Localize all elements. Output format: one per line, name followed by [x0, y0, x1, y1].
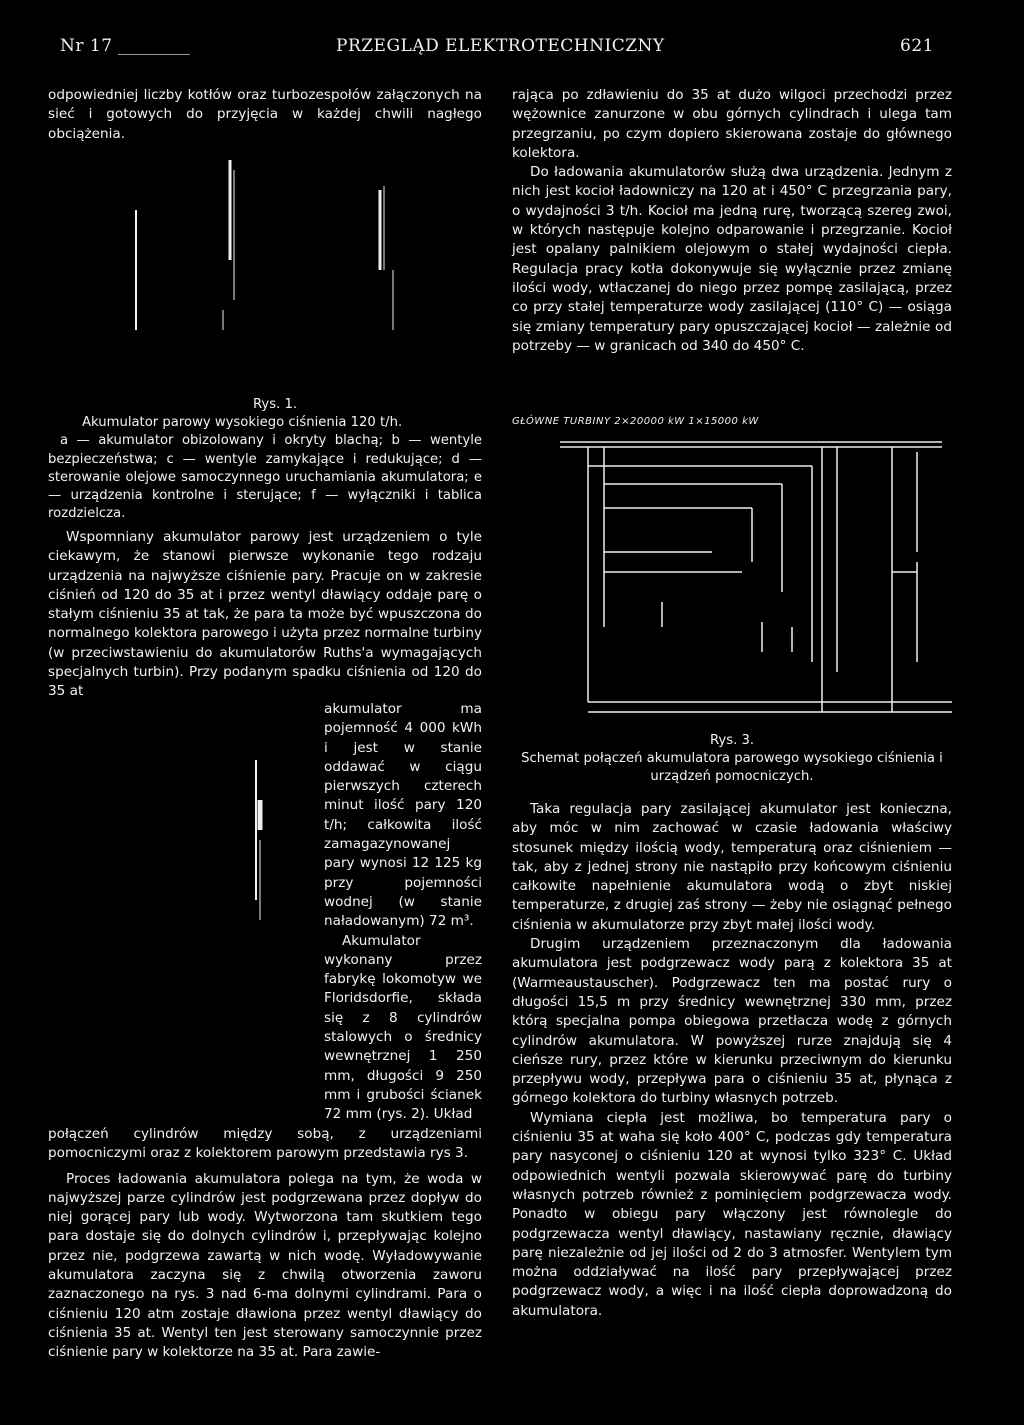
left-bottom-paragraph-1: połączeń cylindrów między sobą, z urządzeniami pomocniczymi oraz z kolektorem parowym przedstawia rys 3.	[48, 1126, 482, 1162]
figure-1-image	[48, 150, 482, 390]
right-bottom-paragraph-1: Taka regulacja pary zasilającej akumulator jest konieczna, aby móc w nim zachować w czasie ładowania właściwy stosunek między ilością wody, temperaturą oraz ciśnieniem — tak, aby z jednej strony nie nastąpiło przy końcowym ciśnieniu całkowite napełnienie akumulatora wodą o zbyt niskiej temperaturze, z drugiej zaś strony — żeby nie osiągnąć pełnego ciśnienia w akumulatorze przy zbyt małej ilości wody.	[512, 801, 952, 933]
right-bottom-paragraph-3: Wymiana ciepła jest możliwa, bo temperatura pary o ciśnieniu 35 at waha się koło 400° C, podczas gdy temperatura pary nasyconej o ciśnieniu 120 at wynosi tylko 323° C. Układ odpowiednich wentyli pozwala skierowywać parę do turbiny własnych potrzeb również z pominięciem podgrzewacza wody. Ponadto w obiegu pary włączony jest równolegle do podgrzewacza wentyl dławiący, nastawiany ręcznie, dławiący parę niezależnie od jej ilości od 2 do 3 atmosfer. Wentylem tym można oddziaływać na ilość pary przepływającej przez podgrzewacz wody, a więc i na ilość ciepła doprowadzoną do akumulatora.	[512, 1109, 952, 1319]
figure-3-handwritten-label: GŁÓWNE TURBINY 2×20000 kW 1×15000 kW	[512, 416, 759, 427]
left-bottom-paragraph-2: Proces ładowania akumulatora polega na tym, że woda w najwyższej parze cylindrów jest podgrzewana przez dopływ do niej gorącej pary lub wody. Wytworzona tam skutkiem tego para dostaje się do dolnych cylindrów i, przepływając kolejno przez nie, podgrzewa zawartą w nich wodę. Wyładowywanie akumulatora zaczyna się z chwilą otworzenia zaworu zaznaczonego na rys. 3 nad 6-ma dolnymi cylindrami. Para o ciśnieniu 120 atm zostaje dławiona przez wentyl dławiący do ciśnienia 35 at. Wentyl ten jest sterowany samoczynnie przez ciśnienie pary w kolektorze na 35 at. Para zawie-	[48, 1170, 482, 1361]
figure-3-caption	[512, 732, 952, 786]
right-bottom-paragraph-2: Drugim urządzeniem przeznaczonym dla ładowania akumulatora jest podgrzewacz wody parą z kolektora 35 at (Warmeaustauscher). Podgrzewacz ten ma postać rury o długości 15,5 m przy średnicy wewnętrznej 330 mm, przez którą specjalna pompa obiegowa przetłacza wodę z górnych cylindrów akumulatora. W powyższej rurze znajdują się 4 cieńsze rury, przez które w kierunku przeciwnym do kierunku przepływu wody, przepływa para o ciśnieniu 35 at, płynąca z górnego kolektora do turbiny własnych potrzeb.	[512, 936, 952, 1107]
right-top-column	[512, 86, 952, 356]
figure-3-diagram	[512, 412, 952, 730]
left-narrow-column	[324, 700, 482, 1125]
figure-3-text: Schemat połączeń akumulatora parowego wysokiego ciśnienia i urządzeń pomocniczych.	[521, 751, 943, 784]
issue-number: Nr 17	[60, 36, 113, 56]
left-narrow-paragraph-2: Akumulator wykonany przez fabrykę lokomotyw we Floridsdorfie, składa się z 8 cylindrów stalowych o średnicy wewnętrznej 1 250 mm, długości 9 250 mm i grubości ścianek 72 mm (rys. 2). Układ	[324, 932, 482, 1123]
left-bottom-column	[48, 1125, 482, 1363]
figure-3-label: Rys. 3.	[709, 733, 755, 748]
page-number: 621	[900, 36, 934, 56]
journal-title: PRZEGLĄD ELEKTROTECHNICZNY	[336, 36, 665, 56]
left-top-paragraph	[48, 86, 482, 144]
right-top-paragraph-2: Do ładowania akumulatorów służą dwa urządzenia. Jednym z nich jest kocioł ładowniczy na 120 at i 450° C przegrzania pary, o wydajności 3 t/h. Kocioł ma jedną rurę, tworzącą szereg zwoi, w których następuje kolejno odparowanie i przegrzanie. Kocioł jest opalany palnikiem olejowym o stałej wydajności ciepła. Regulacja pracy kotła dokonywuje się wyłącznie przez zmianę ilości wody, wtłaczanej do niego przez pompę zasilającą, przez co przy stałej temperaturze wody zasilającej (110° C) — osiąga się zmiany temperatury pary opuszczającej kocioł — zależnie od potrzeby — w granicach od 340 do 450° C.	[512, 164, 952, 354]
figure-2-photo	[48, 700, 314, 1120]
figure-1-photo	[48, 150, 482, 390]
figure-1-label: Rys. 1.	[252, 397, 298, 412]
figure-1-legend: a — akumulator obizolowany i okryty blachą; b — wentyle bezpieczeństwa; c — wentyle zamykające i redukujące; d — sterowanie olejowe samoczynnego uruchamiania akumulatora; e — urządzenia kontrolne i sterujące; f — wyłączniki i tablica rozdzielcza.	[48, 433, 482, 522]
figure-2-image	[48, 700, 314, 1120]
right-top-paragraph-1: rająca po zdławieniu do 35 at dużo wilgoci przechodzi przez wężownice zanurzone w obu górnych cylindrach i ulega tam przegrzaniu, po czym dopiero skierowana zostaje do głównego kolektora.	[512, 87, 952, 161]
left-main-full	[48, 528, 482, 702]
figure-1-caption	[48, 396, 482, 523]
left-narrow-paragraph-1: akumulator ma pojemność 4 000 kWh i jest w stanie oddawać w ciągu pierwszych czterech minut ilość pary 120 t/h; całkowita ilość zamagazynowanej pary wynosi 12 125 kg przy pojemności wodnej (w stanie naładowanym) 72 m³.	[324, 701, 482, 930]
figure-1-title: Akumulator parowy wysokiego ciśnienia 120 t/h.	[82, 415, 403, 431]
header-rule	[118, 54, 190, 55]
figure-3-schematic	[512, 412, 952, 730]
left-main-paragraph-1: Wspomniany akumulator parowy jest urządzeniem o tyle ciekawym, że stanowi pierwsze wykonanie tego rodzaju urządzenia na najwyższe ciśnienie pary. Pracuje on w zakresie ciśnień od 120 do 35 at i przez wentyl dławiący oddaje parę o stałym ciśnieniu 35 at tak, że para ta może być wpuszczona do normalnego kolektora parowego i użyta przez normalne turbiny (w przeciwstawieniu do akumulatorów Ruths'a wymagających specjalnych turbin). Przy podanym spadku ciśnienia od 120 do 35 at	[48, 529, 482, 700]
left-top-text: odpowiedniej liczby kotłów oraz turbozespołów załączonych na sieć i gotowych do przyjęcia w każdej chwili nagłego obciążenia.	[48, 87, 482, 142]
running-header	[60, 36, 960, 60]
right-bottom-column	[512, 800, 952, 1321]
